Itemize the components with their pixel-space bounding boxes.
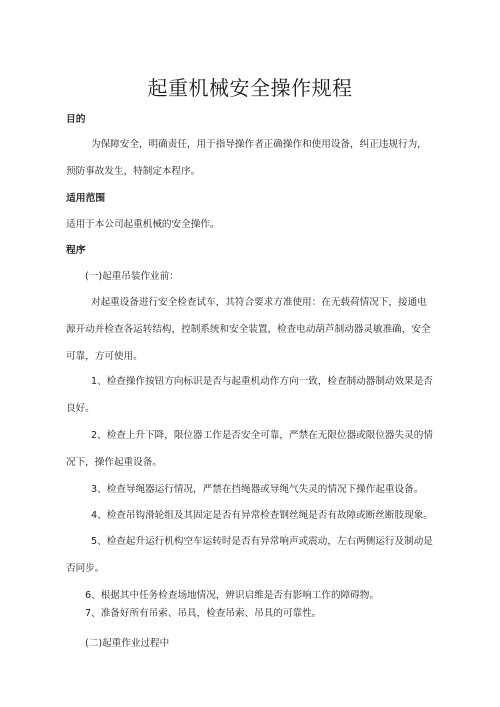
section-2-title: (二)起重作业过程中 [85,638,170,649]
section-1-intro: 对起重设备进行安全检查试车，其符合要求方准使用：在无载荷情况下，接通电源开动并检查各运转结构，控制系统和安全装置，检查电动葫芦制动器灵敏准确，安全可靠，方可使用。 [66,297,431,362]
list-item: 3、检查导绳器运行情况，严禁在挡绳器或导绳气失灵的情况下操作起重设备。 [91,484,424,495]
purpose-heading: 目的 [66,114,86,125]
document-title: 起重机械安全操作规程 [147,76,353,100]
purpose-text: 为保障安全，明确责任，用于指导操作者正确操作和使用设备，纠正违规行为，预防事故发生，特制定本程序。 [66,139,427,177]
list-item: 5、检查起升运行机构空车运转时是否有异常响声或震动，左右两侧运行及制动是否同步。 [66,536,433,574]
list-item: 1、检查操作按钮方向标识是否与起重机动作方向一致，检查制动器制动效果是否良好。 [66,376,433,414]
scope-heading: 适用范围 [66,193,106,204]
list-item: 4、检查吊钩滑轮组及其固定是否有异常检查钢丝绳是否有故障或断丝断肢现象。 [91,510,433,521]
list-item: 7、准备好所有吊索、吊具，检查吊索、吊具的可靠性。 [85,608,322,619]
list-item: 2、检查上升下降，限位器工作是否安全可靠，严禁在无限位器或限位器失灵的情况下，操作起重设备。 [66,430,433,468]
section-1-title: (一)起重吊装作业前： [85,271,179,282]
list-item: 6、根据其中任务检查场地情况，辨识启维是否有影响工作的障碍物。 [85,590,379,601]
procedure-heading: 程序 [66,245,86,256]
scope-text: 适用于本公司起重机械的安全操作。 [66,219,220,230]
